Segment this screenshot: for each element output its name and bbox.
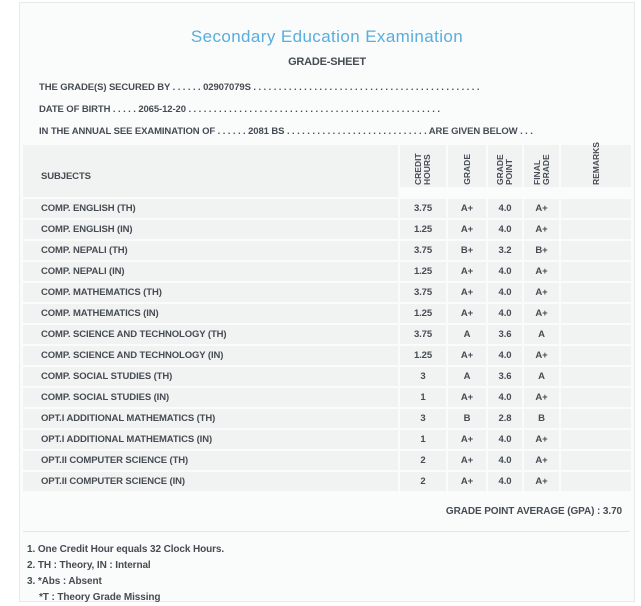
column-header-credit-hours: CREDIT HOURS <box>400 145 446 187</box>
table-row <box>23 199 631 218</box>
credit-hours-cell: 1 <box>400 430 446 449</box>
final-grade-cell: A+ <box>524 388 559 407</box>
final-grade-cell: A <box>524 367 559 386</box>
grade-cell: A+ <box>448 451 486 470</box>
table-row <box>23 241 631 260</box>
subject-cell: OPT.I ADDITIONAL MATHEMATICS (TH) <box>23 409 398 428</box>
table-body <box>23 199 631 491</box>
info-line <box>39 121 620 143</box>
final-grade-cell: A+ <box>524 220 559 239</box>
subject-cell: OPT.II COMPUTER SCIENCE (IN) <box>23 472 398 491</box>
final-grade-cell: A+ <box>524 262 559 281</box>
grade-point-cell: 4.0 <box>488 199 522 218</box>
info-value: 2081 BS <box>248 126 285 137</box>
credit-hours-cell: 3.75 <box>400 199 446 218</box>
subject-cell: COMP. NEPALI (IN) <box>23 262 398 281</box>
grade-sheet-subtitle: GRADE-SHEET <box>288 56 366 68</box>
footer-notes <box>20 532 634 606</box>
subject-cell: COMP. SCIENCE AND TECHNOLOGY (TH) <box>23 325 398 344</box>
credit-hours-cell: 1.25 <box>400 304 446 323</box>
final-grade-cell: A+ <box>524 451 559 470</box>
table-row <box>23 388 631 407</box>
remarks-cell <box>561 262 631 281</box>
grade-cell: A+ <box>448 430 486 449</box>
grade-cell: A+ <box>448 199 486 218</box>
grade-table <box>23 142 631 491</box>
dots: . . . . . . . . . . . . . . . . . . . . . . . . . . . . . . . . . . . . . . . . . . . . . . . . . . <box>188 104 440 115</box>
table-row <box>23 409 631 428</box>
grade-point-cell: 4.0 <box>488 304 522 323</box>
table-row <box>23 367 631 386</box>
grade-cell: A+ <box>448 472 486 491</box>
grade-point-cell: 4.0 <box>488 220 522 239</box>
remarks-cell <box>561 472 631 491</box>
info-line <box>39 99 620 121</box>
column-header-final-grade: FINAL GRADE <box>524 145 559 187</box>
column-header-remarks: REMARKS <box>561 145 631 187</box>
remarks-cell <box>561 367 631 386</box>
final-grade-cell: A+ <box>524 199 559 218</box>
remarks-cell <box>561 409 631 428</box>
info-suffix: ARE GIVEN BELOW . . . <box>428 126 533 137</box>
remarks-cell <box>561 346 631 365</box>
grade-cell: A+ <box>448 304 486 323</box>
remarks-cell <box>561 241 631 260</box>
grade-point-cell: 4.0 <box>488 430 522 449</box>
info-line <box>39 77 620 99</box>
info-label: THE GRADE(S) SECURED BY <box>39 82 171 93</box>
grade-point-cell: 4.0 <box>488 346 522 365</box>
table-row <box>23 346 631 365</box>
grade-point-cell: 3.2 <box>488 241 522 260</box>
remarks-cell <box>561 325 631 344</box>
table-header-row <box>23 142 631 197</box>
remarks-cell <box>561 451 631 470</box>
credit-hours-cell: 3 <box>400 409 446 428</box>
grade-cell: A+ <box>448 262 486 281</box>
grade-cell: A+ <box>448 388 486 407</box>
info-label: DATE OF BIRTH <box>39 104 111 115</box>
table-row <box>23 451 631 470</box>
info-label: IN THE ANNUAL SEE EXAMINATION OF <box>39 126 216 137</box>
credit-hours-cell: 2 <box>400 472 446 491</box>
remarks-cell <box>561 388 631 407</box>
grade-point-cell: 4.0 <box>488 388 522 407</box>
remarks-cell <box>561 199 631 218</box>
credit-hours-cell: 3.75 <box>400 325 446 344</box>
grade-cell: A+ <box>448 283 486 302</box>
subject-cell: OPT.I ADDITIONAL MATHEMATICS (IN) <box>23 430 398 449</box>
subject-cell: COMP. SOCIAL STUDIES (IN) <box>23 388 398 407</box>
subject-cell: COMP. NEPALI (TH) <box>23 241 398 260</box>
grade-sheet-panel <box>19 2 635 602</box>
table-row <box>23 325 631 344</box>
dots: . . . . . . . . . . . . . . . . . . . . . . . . . . . . . . . . . . . . . . . . . . . . . <box>253 82 480 93</box>
grade-point-cell: 3.6 <box>488 367 522 386</box>
credit-hours-cell: 3 <box>400 367 446 386</box>
final-grade-cell: A <box>524 325 559 344</box>
candidate-info <box>20 77 634 143</box>
grade-cell: B+ <box>448 241 486 260</box>
final-grade-cell: A+ <box>524 472 559 491</box>
dots: . . . . . . <box>217 126 246 137</box>
subject-cell: COMP. MATHEMATICS (TH) <box>23 283 398 302</box>
gpa-summary: GRADE POINT AVERAGE (GPA) : 3.70 <box>23 493 630 532</box>
page-title: Secondary Education Examination <box>190 27 464 46</box>
grade-point-cell: 4.0 <box>488 472 522 491</box>
credit-hours-cell: 1.25 <box>400 220 446 239</box>
remarks-cell <box>561 220 631 239</box>
grade-cell: A <box>448 367 486 386</box>
final-grade-cell: B+ <box>524 241 559 260</box>
grade-cell: B <box>448 409 486 428</box>
subject-cell: COMP. SOCIAL STUDIES (TH) <box>23 367 398 386</box>
final-grade-cell: B <box>524 409 559 428</box>
column-header-subjects: SUBJECTS <box>23 145 398 197</box>
remarks-cell <box>561 304 631 323</box>
footer-note: 2. TH : Theory, IN : Internal <box>27 560 151 571</box>
grade-cell: A+ <box>448 220 486 239</box>
dots: . . . . . <box>112 104 136 115</box>
table-row <box>23 304 631 323</box>
info-value: 02907079S <box>203 82 251 93</box>
dots: . . . . . . . . . . . . . . . . . . . . . . . . . . . . <box>286 126 427 137</box>
remarks-cell <box>561 283 631 302</box>
subject-cell: COMP. MATHEMATICS (IN) <box>23 304 398 323</box>
subject-cell: COMP. ENGLISH (IN) <box>23 220 398 239</box>
final-grade-cell: A+ <box>524 283 559 302</box>
grade-point-cell: 4.0 <box>488 262 522 281</box>
table-row <box>23 283 631 302</box>
column-header-grade: GRADE <box>448 145 486 187</box>
credit-hours-cell: 3.75 <box>400 283 446 302</box>
grade-point-cell: 3.6 <box>488 325 522 344</box>
credit-hours-cell: 2 <box>400 451 446 470</box>
grade-point-cell: 4.0 <box>488 451 522 470</box>
subject-cell: COMP. SCIENCE AND TECHNOLOGY (IN) <box>23 346 398 365</box>
grade-point-cell: 2.8 <box>488 409 522 428</box>
table-row <box>23 472 631 491</box>
credit-hours-cell: 1 <box>400 388 446 407</box>
remarks-cell <box>561 430 631 449</box>
footer-note: 1. One Credit Hour equals 32 Clock Hours. <box>27 544 225 555</box>
info-value: 2065-12-20 <box>138 104 186 115</box>
subject-cell: COMP. ENGLISH (TH) <box>23 199 398 218</box>
credit-hours-cell: 3.75 <box>400 241 446 260</box>
final-grade-cell: A+ <box>524 430 559 449</box>
grade-cell: A <box>448 325 486 344</box>
table-row <box>23 430 631 449</box>
subject-cell: OPT.II COMPUTER SCIENCE (TH) <box>23 451 398 470</box>
footer-note: 3. *Abs : Absent <box>27 576 102 587</box>
grade-point-cell: 4.0 <box>488 283 522 302</box>
table-row <box>23 262 631 281</box>
dots: . . . . . . <box>172 82 201 93</box>
grade-cell: A+ <box>448 346 486 365</box>
final-grade-cell: A+ <box>524 304 559 323</box>
credit-hours-cell: 1.25 <box>400 262 446 281</box>
table-row <box>23 220 631 239</box>
credit-hours-cell: 1.25 <box>400 346 446 365</box>
footer-note: *T : Theory Grade Missing <box>39 592 161 603</box>
column-header-grade-point: GRADE POINT <box>488 145 522 187</box>
final-grade-cell: A+ <box>524 346 559 365</box>
